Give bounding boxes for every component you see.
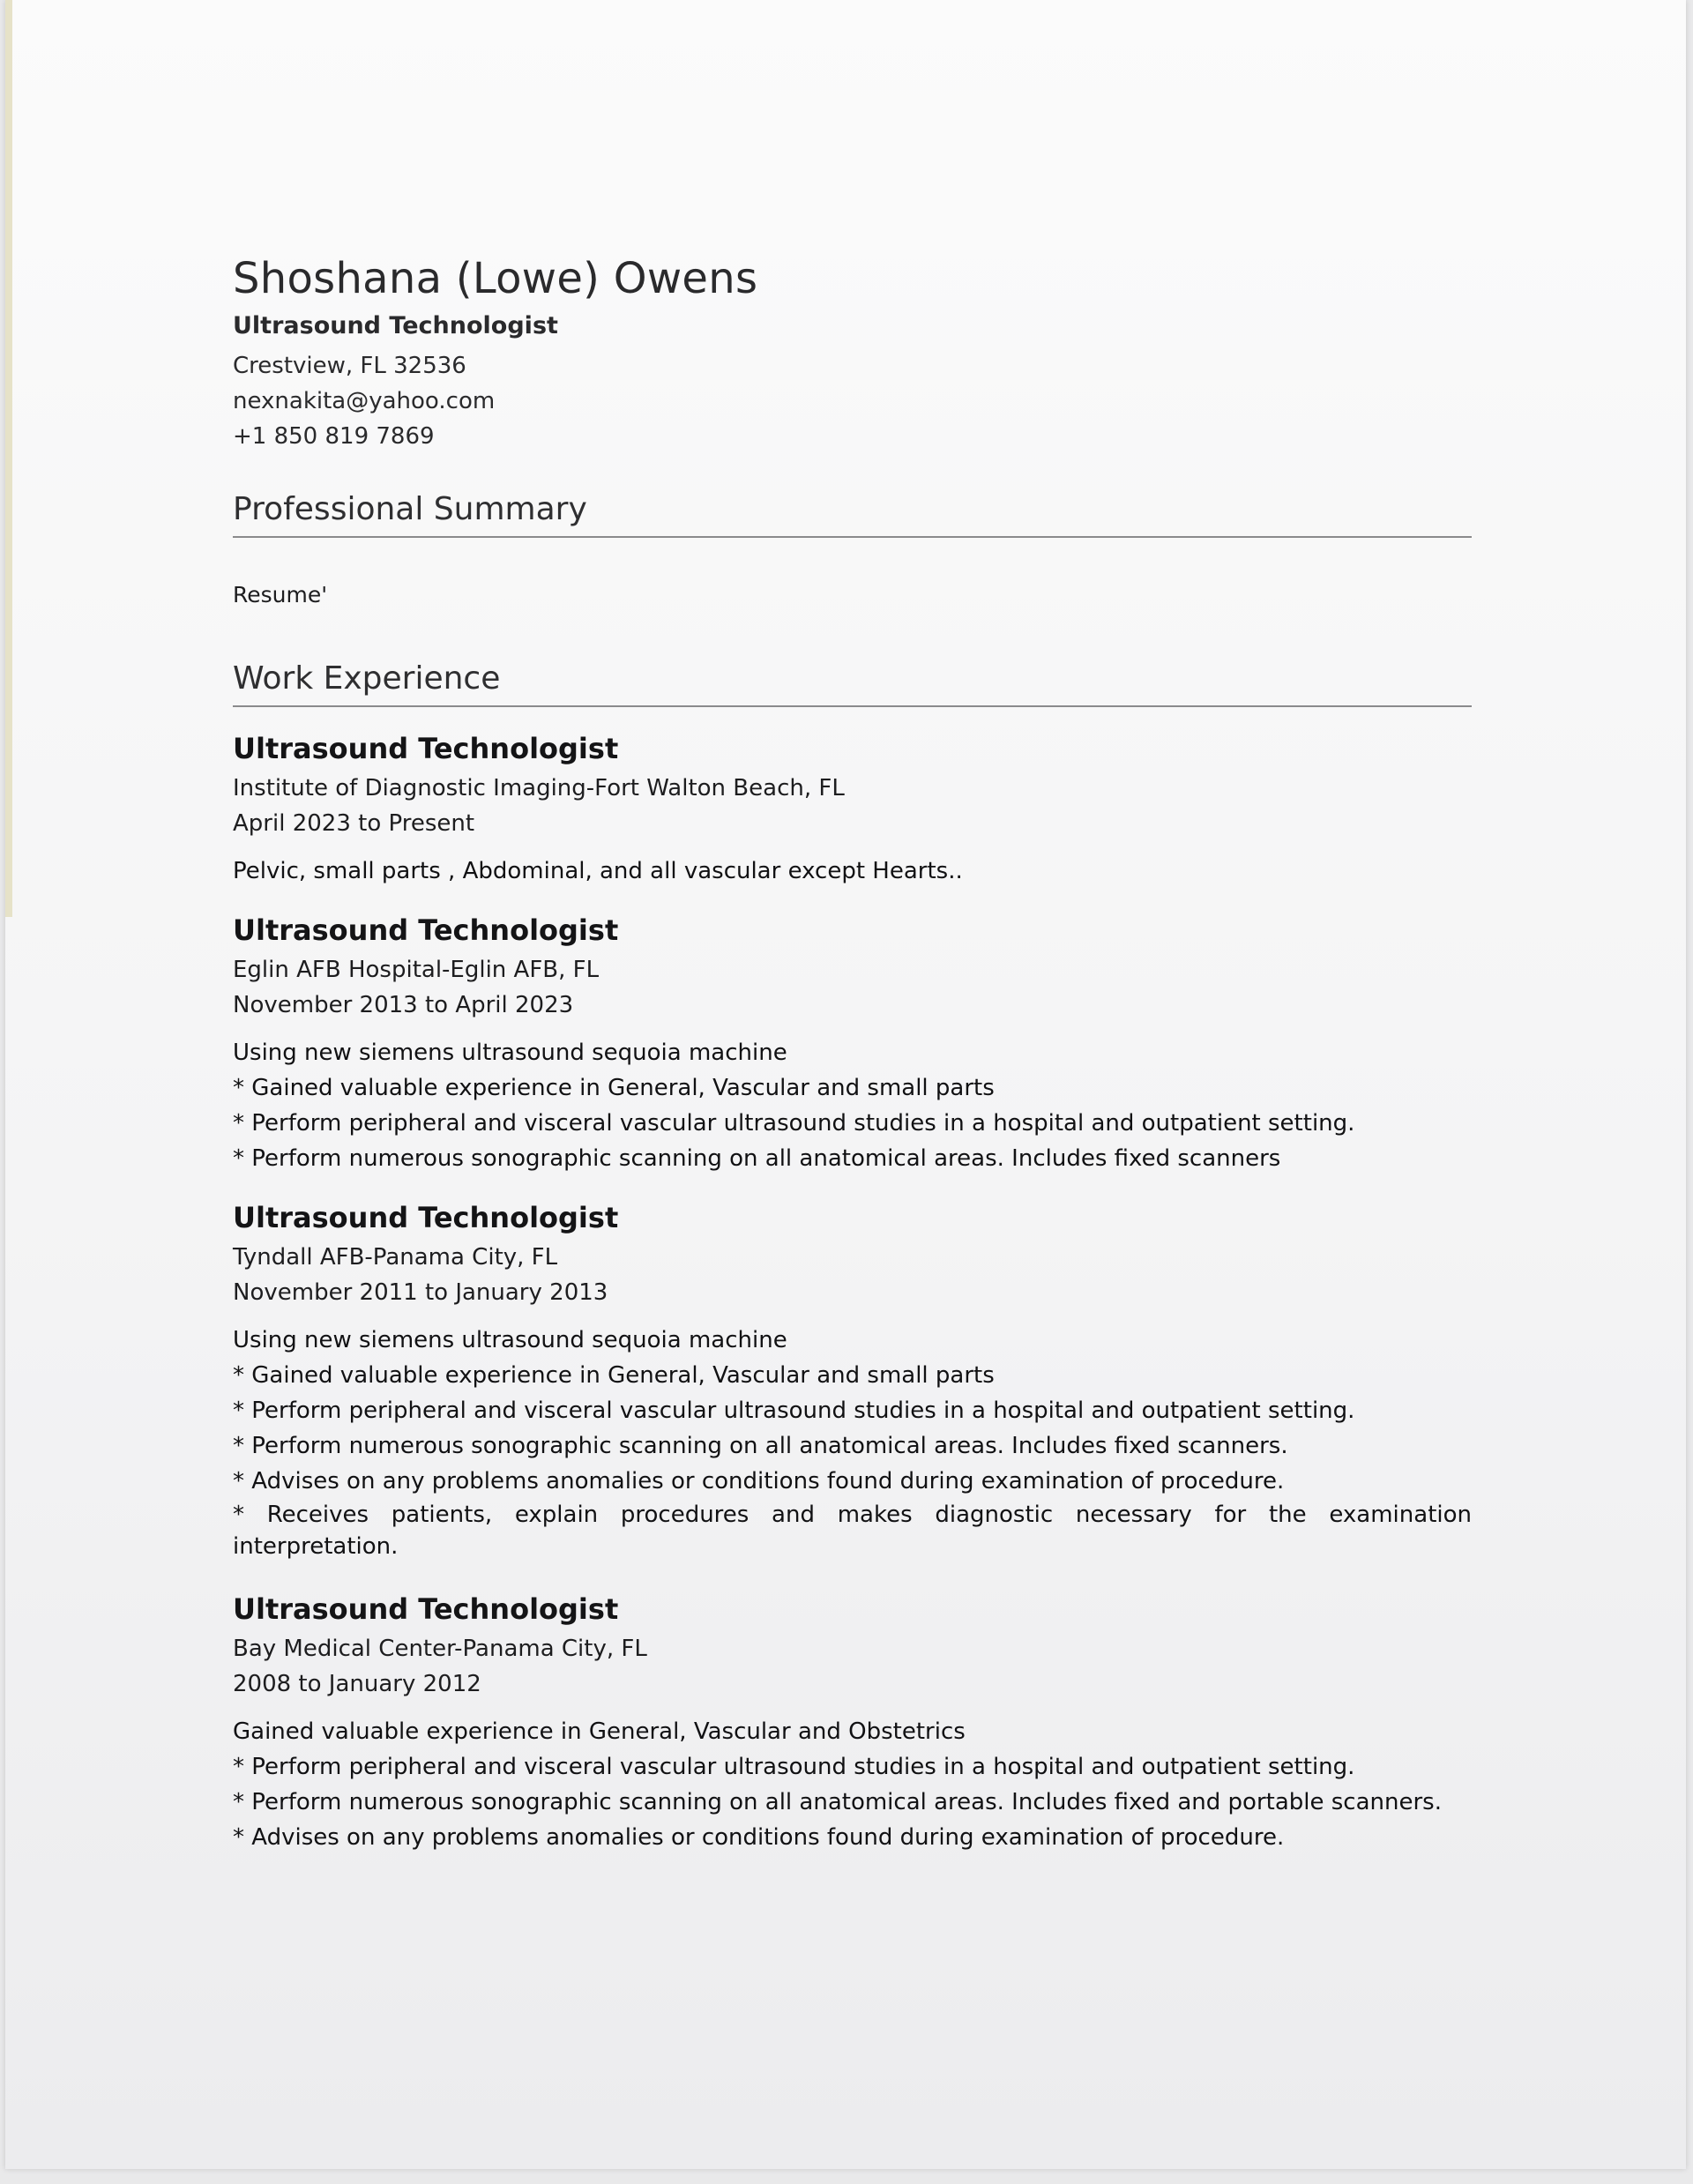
experience-section-title: Work Experience xyxy=(233,660,1472,707)
job-company: Institute of Diagnostic Imaging-Fort Walton Beach, FL xyxy=(233,775,845,801)
job-description xyxy=(233,853,1472,889)
job-description-line: * Perform numerous sonographic scanning on all anatomical areas. Includes fixed scanners xyxy=(233,1145,1281,1172)
job-description-line: Pelvic, small parts , Abdominal, and all vascular except Hearts.. xyxy=(233,858,963,884)
job-description-line: * Advises on any problems anomalies or conditions found during examination of procedure. xyxy=(233,1468,1285,1495)
job-description-line: Using new siemens ultrasound sequoia machine xyxy=(233,1040,787,1066)
job-description-line: Gained valuable experience in General, Vascular and Obstetrics xyxy=(233,1718,966,1745)
job-description-line: Using new siemens ultrasound sequoia machine xyxy=(233,1327,787,1353)
job-entry xyxy=(233,1592,1472,1855)
candidate-name: Shoshana (Lowe) Owens xyxy=(233,254,758,303)
job-description-line: * Perform numerous sonographic scanning on all anatomical areas. Includes fixed and portable scanners. xyxy=(233,1789,1442,1815)
job-title: Ultrasound Technologist xyxy=(233,1592,619,1626)
job-description-line: * Perform numerous sonographic scanning on all anatomical areas. Includes fixed scanners. xyxy=(233,1433,1288,1459)
job-description-line: * Perform peripheral and visceral vascular ultrasound studies in a hospital and outpatient setting. xyxy=(233,1754,1355,1780)
job-description-line: * Perform peripheral and visceral vascular ultrasound studies in a hospital and outpatient setting. xyxy=(233,1110,1355,1137)
summary-text: Resume' xyxy=(233,582,328,607)
resume-content xyxy=(233,254,1472,1855)
job-description-line: * Receives patients, explain procedures and makes diagnostic necessary for the examination interpretation. xyxy=(233,1502,1472,1560)
job-company: Eglin AFB Hospital-Eglin AFB, FL xyxy=(233,957,600,983)
summary-section-title: Professional Summary xyxy=(233,491,1472,538)
job-dates: November 2013 to April 2023 xyxy=(233,992,574,1018)
job-title: Ultrasound Technologist xyxy=(233,732,619,765)
page-edge-shadow xyxy=(5,0,12,917)
candidate-phone: +1 850 819 7869 xyxy=(233,423,435,450)
job-company: Bay Medical Center-Panama City, FL xyxy=(233,1636,647,1662)
job-description xyxy=(233,1323,1472,1562)
job-description-line: * Perform peripheral and visceral vascular ultrasound studies in a hospital and outpatient setting. xyxy=(233,1398,1355,1424)
job-dates: 2008 to January 2012 xyxy=(233,1671,481,1697)
candidate-location: Crestview, FL 32536 xyxy=(233,353,466,379)
job-dates: November 2011 to January 2013 xyxy=(233,1279,608,1306)
job-title: Ultrasound Technologist xyxy=(233,913,619,947)
job-entry xyxy=(233,913,1472,1176)
job-description xyxy=(233,1035,1472,1176)
candidate-headline: Ultrasound Technologist xyxy=(233,312,558,339)
job-entry xyxy=(233,1201,1472,1562)
candidate-email: nexnakita@yahoo.com xyxy=(233,388,496,414)
job-entry xyxy=(233,732,1472,889)
job-description xyxy=(233,1714,1472,1855)
job-description-line: * Advises on any problems anomalies or conditions found during examination of procedure. xyxy=(233,1824,1285,1851)
job-dates: April 2023 to Present xyxy=(233,810,475,837)
job-description-line: * Gained valuable experience in General, Vascular and small parts xyxy=(233,1075,995,1101)
job-company: Tyndall AFB-Panama City, FL xyxy=(233,1244,558,1271)
job-description-line: * Gained valuable experience in General, Vascular and small parts xyxy=(233,1362,995,1389)
job-title: Ultrasound Technologist xyxy=(233,1201,619,1234)
resume-page xyxy=(5,0,1686,2169)
